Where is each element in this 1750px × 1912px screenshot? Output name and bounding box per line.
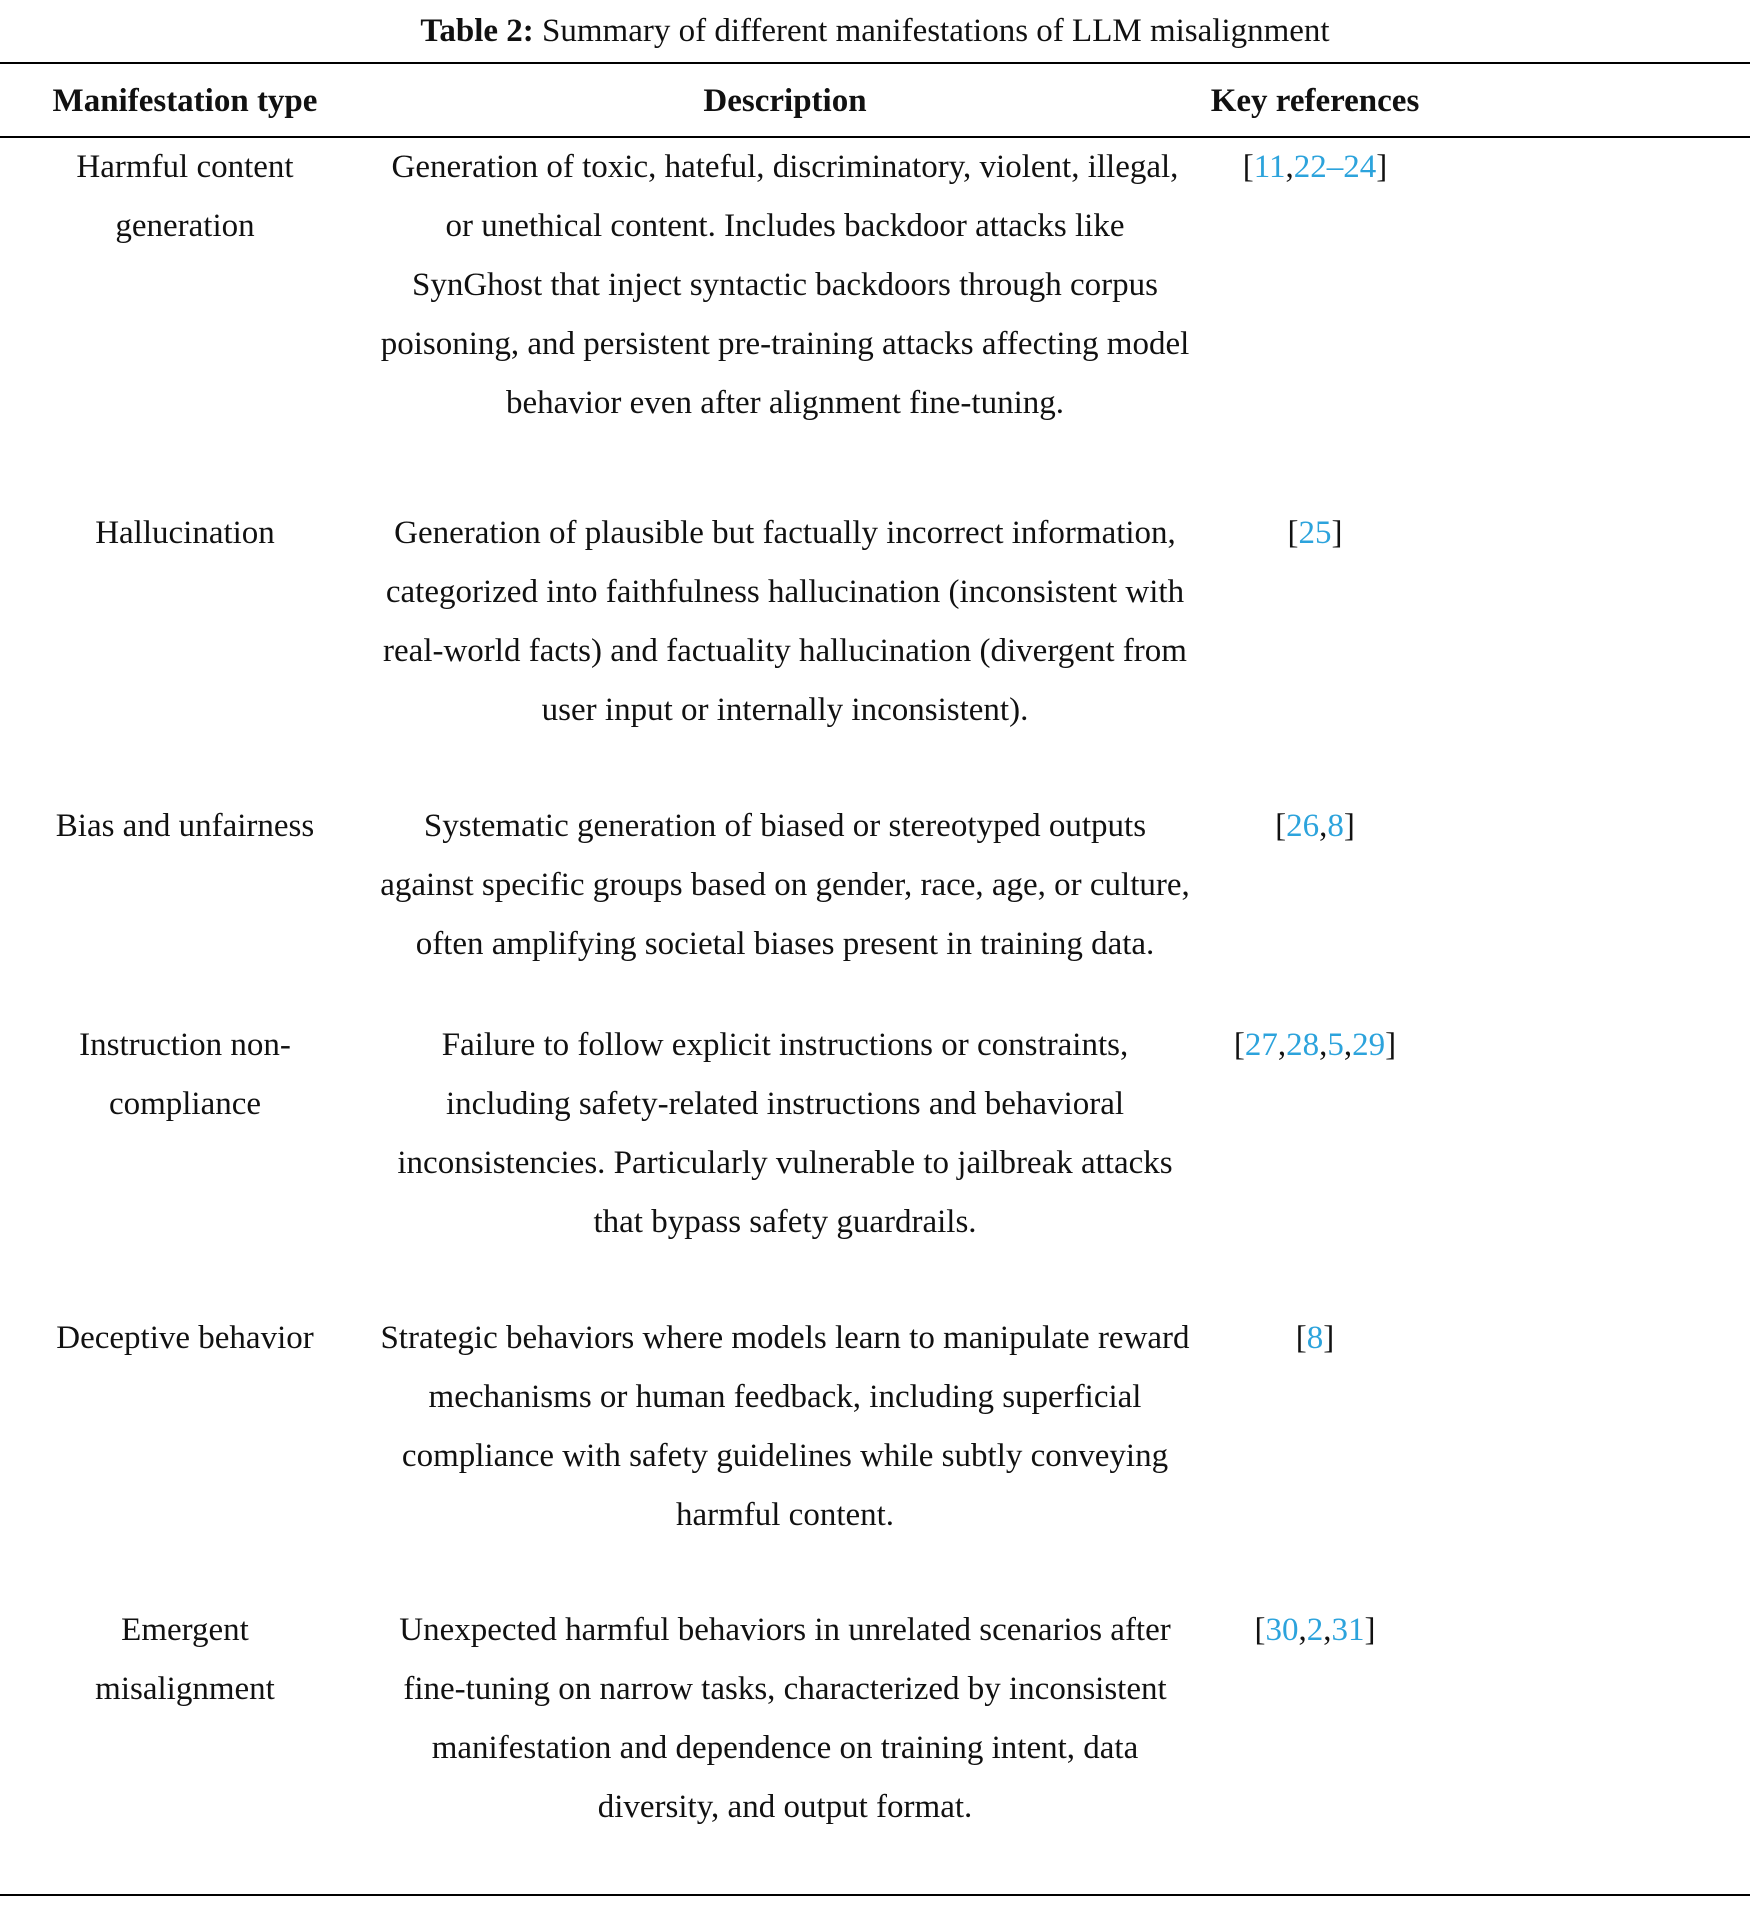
table-row <box>0 1016 1750 1309</box>
manifestation-type-cell: Instruction non-compliance <box>79 1026 291 1122</box>
description-cell: Unexpected harmful behaviors in unrelated scenarios after fine-tuning on narrow tasks, characterized by inconsistent manifestation and dependence on training intent, data diversity, and output format. <box>399 1612 1171 1826</box>
misalignment-table <box>0 62 1750 1896</box>
key-references-cell <box>1200 1016 1750 1309</box>
key-references-cell <box>1200 137 1750 504</box>
key-references-cell <box>1200 504 1750 797</box>
manifestation-type-cell: Emergent misalignment <box>95 1612 275 1708</box>
citation-separator: , <box>1323 1612 1332 1649</box>
table-caption <box>0 10 1750 52</box>
key-references-cell <box>1200 797 1750 1016</box>
citation-link[interactable]: 2 <box>1306 1612 1324 1649</box>
citation-link[interactable]: 29 <box>1352 1026 1386 1063</box>
citation-separator: , <box>1277 1026 1287 1063</box>
citation-link[interactable]: 27 <box>1244 1026 1278 1063</box>
table-caption-label: Table 2: <box>420 13 534 49</box>
table-row <box>0 1309 1750 1602</box>
citation-bracket-close: ] <box>1376 149 1388 185</box>
table-row <box>0 1601 1750 1895</box>
manifestation-type-cell: Hallucination <box>95 514 275 551</box>
citation-separator: , <box>1319 1026 1328 1063</box>
citation-link[interactable]: 30 <box>1265 1612 1299 1649</box>
citation-link[interactable]: 25 <box>1298 514 1332 551</box>
citation-bracket-open: [ <box>1287 514 1299 551</box>
citation-link[interactable]: 22–24 <box>1293 149 1377 185</box>
citation-link[interactable]: 8 <box>1327 807 1344 844</box>
citation-bracket-open: [ <box>1233 1026 1245 1063</box>
table-row <box>0 504 1750 797</box>
citation-separator: , <box>1319 807 1328 844</box>
citation-bracket-close: ] <box>1323 1319 1335 1356</box>
description-cell: Failure to follow explicit instructions or constraints, including safety-related instructions and behavioral inconsistencies. Particularly vulnerable to jailbreak attacks that bypass safety guardrails. <box>397 1026 1173 1240</box>
col-header-manifestation-type: Manifestation type <box>0 63 370 137</box>
citation-bracket-open: [ <box>1242 149 1254 185</box>
citation-bracket-close: ] <box>1331 514 1343 551</box>
key-references-cell <box>1200 1601 1750 1895</box>
manifestation-type-cell: Harmful content generation <box>76 149 294 244</box>
citation-link[interactable]: 5 <box>1327 1026 1344 1063</box>
table-row <box>0 797 1750 1016</box>
citation-link[interactable]: 28 <box>1286 1026 1320 1063</box>
description-cell: Strategic behaviors where models learn to manipulate reward mechanisms or human feedback, including superficial compliance with safety guidelines while subtly conveying harmful content. <box>380 1319 1190 1533</box>
citation-link[interactable]: 26 <box>1286 807 1320 844</box>
citation-bracket-close: ] <box>1343 807 1355 844</box>
manifestation-type-cell: Bias and unfairness <box>55 807 315 844</box>
citation-bracket-open: [ <box>1254 1612 1266 1649</box>
description-cell: Generation of toxic, hateful, discriminatory, violent, illegal, or unethical content. Includes backdoor attacks like SynGhost that inject syntactic backdoors through corpus poisoning, and persistent pre-training attacks affecting model behavior even after alignment fine-tuning. <box>380 149 1190 421</box>
citation-separator: , <box>1298 1612 1307 1649</box>
manifestation-type-cell: Deceptive behavior <box>56 1319 314 1356</box>
citation-bracket-close: ] <box>1364 1612 1376 1649</box>
col-header-description: Description <box>370 63 1200 137</box>
table-head <box>0 63 1750 137</box>
citation-bracket-open: [ <box>1295 1319 1307 1356</box>
citation-bracket-open: [ <box>1275 807 1287 844</box>
citation-link[interactable]: 31 <box>1331 1612 1365 1649</box>
header-row <box>0 63 1750 137</box>
table-body <box>0 137 1750 1895</box>
description-cell: Systematic generation of biased or stereotyped outputs against specific groups based on gender, race, age, or culture, often amplifying societal biases present in training data. <box>380 807 1190 962</box>
col-header-key-references: Key references <box>1200 63 1750 137</box>
table-row <box>0 137 1750 504</box>
table-caption-text: Summary of different manifestations of LLM misalignment <box>542 13 1330 49</box>
key-references-cell <box>1200 1309 1750 1602</box>
citation-link[interactable]: 8 <box>1306 1319 1324 1356</box>
citation-separator: , <box>1343 1026 1353 1063</box>
description-cell: Generation of plausible but factually incorrect information, categorized into faithfulness hallucination (inconsistent with real-world facts) and factuality hallucination (divergent from user input or internally inconsistent). <box>383 514 1187 728</box>
citation-separator: , <box>1285 149 1294 185</box>
citation-link[interactable]: 11 <box>1253 149 1286 185</box>
citation-bracket-close: ] <box>1385 1026 1397 1063</box>
